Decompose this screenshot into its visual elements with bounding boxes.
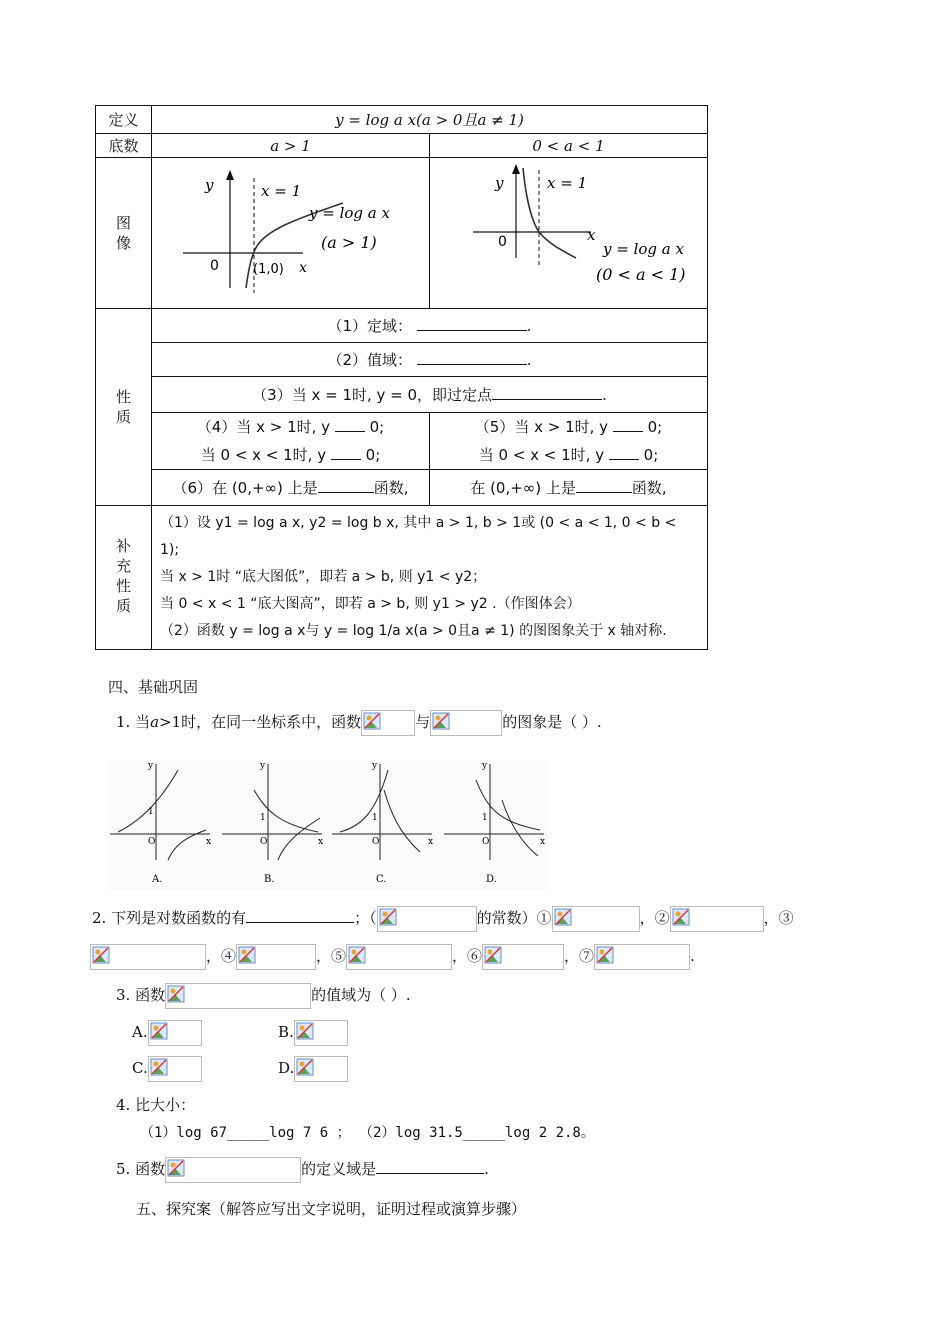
domain-blank[interactable] [417, 316, 527, 331]
fixed-point-blank[interactable] [492, 385, 602, 400]
broken-image-icon [670, 906, 764, 932]
supplement-line3: 当 0 < x < 1 “底大图高”，即若 a > b, 则 y1 > y2 .（作图体会） [160, 596, 581, 612]
q2-c6: ，⑥ [452, 947, 483, 965]
broken-image-icon [294, 1056, 348, 1082]
q3-option-c[interactable] [132, 1056, 202, 1082]
supplement-line1: （1）设 y1 = log a x, y2 = log b x, 其中 a > 1, b > 1或 (0 < a < 1, 0 < b < 1); [160, 515, 677, 558]
question-3 [116, 983, 411, 1009]
tick-y: y [482, 761, 488, 771]
q2-c3: ，③ [763, 909, 794, 927]
q2-text1: 2. 下列是对数函数的有 [92, 909, 247, 927]
prop4-blank2[interactable] [331, 445, 361, 460]
q1-a: a [150, 713, 160, 731]
q3-text1: 3. 函数 [116, 986, 166, 1004]
func-word: 函数, [631, 479, 667, 497]
zero-label: 0; [365, 446, 381, 464]
prop6-right: 在 (0,+∞) 上是 [470, 479, 576, 497]
choice-b-label: B. [264, 874, 275, 885]
base-lt1: 0 < a < 1 [430, 134, 708, 158]
q2-end: . [690, 947, 695, 965]
x-label: x [586, 226, 595, 244]
graph-a-lt-1 [431, 158, 707, 304]
broken-image-icon [552, 906, 640, 932]
section5-title: 五、探究案（解答应写出文字说明，证明过程或演算步骤） [136, 1200, 527, 1218]
range-blank[interactable] [417, 350, 527, 365]
log-properties-table: 定义 y = log a x(a > 0且a ≠ 1) 底数 a > 1 0 < a < 1 图像 y x = 1 y = log a x (a > 1) 0 (1,0) x y x = 1 0 x y = log a x (0 < a < 1) 性质 （1）定域： . （2）值域： . （3）当 x = 1时, y = 0，即过定点 . （4）当 x > 1时, y 0; 当 0 < x < 1时, y 0; （5）当 x > 1时, y 0; 当 0 < x < 1时, y 0; （6）在 (0,+∞) 上是 函数, 在 (0,+∞) 上是 函数, 补充性质 （1）设 y1 = log a x, y2 = log b x, 其中 a > 1, b > 1或 (0 < a < 1, 0 < b < 1); 当 x > 1时 “底大图低”，即若 a > b, 则 y1 < y2； 当 0 < x < 1 “底大图高”，即若 a > b, 则 y1 > y2 .（作图体会） （2）函数 y = log a x与 y = log 1/a x(a > 0且a ≠ 1) 的图图象关于 x 轴对称. [95, 105, 708, 650]
broken-image-icon [148, 1056, 202, 1082]
q3-option-b-label: B. [278, 1023, 294, 1041]
q5-answer-blank[interactable] [376, 1159, 484, 1174]
tick-o: O [372, 837, 380, 847]
tick-o: O [482, 837, 490, 847]
q2-answer-blank[interactable] [246, 908, 354, 923]
tick-x: x [318, 837, 324, 847]
tick-o: O [260, 837, 268, 847]
broken-image-icon [165, 983, 311, 1009]
q2-text3: 的常数）① [476, 909, 552, 927]
q1-choice-graphs [108, 760, 548, 890]
y-label: y [494, 174, 503, 192]
broken-image-icon [236, 944, 316, 970]
broken-image-icon [594, 944, 690, 970]
q2-c2: ，② [639, 909, 670, 927]
broken-image-icon [294, 1020, 348, 1046]
func-word: 函数, [373, 479, 409, 497]
q5-text2: 的定义域是 [301, 1160, 377, 1178]
zero-label: 0; [369, 418, 385, 436]
base-label: 底数 [96, 134, 152, 158]
broken-image-icon [430, 710, 502, 736]
zero-label: 0; [647, 418, 663, 436]
choice-c-label: C. [376, 874, 387, 885]
prop5-line2: 当 0 < x < 1时, y [478, 446, 605, 464]
tick-x: x [540, 837, 546, 847]
broken-image-icon [346, 944, 452, 970]
supplement-line4: （2）函数 y = log a x与 y = log 1/a x(a > 0且a ≠ 1) 的图图象关于 x 轴对称. [160, 623, 667, 639]
question-4-title: 4. 比大小： [116, 1096, 196, 1114]
func-label: y = log a x [308, 204, 390, 222]
section4-title: 四、基础巩固 [108, 678, 199, 696]
q2-c7: ，⑦ [564, 947, 595, 965]
choice-d-label: D. [486, 874, 497, 885]
tick-y: y [260, 761, 266, 771]
q1-text2: >1时，在同一坐标系中，函数 [159, 713, 362, 731]
graph-label: 图像 [116, 214, 132, 252]
prop4-line1: （4）当 x > 1时, y [196, 418, 331, 436]
q3-text2: 的值域为（ ）. [311, 986, 411, 1004]
origin-label: 0 [209, 258, 219, 274]
question-4-line: （1）log 67_____log 7 6 ； （2）log 31.5_____log 2 2.8。 [140, 1125, 595, 1141]
point-label: (1,0) [252, 262, 284, 277]
tick-one: 1 [148, 807, 154, 817]
tick-one: 1 [260, 813, 266, 823]
prop5-blank2[interactable] [609, 445, 639, 460]
supplement-label: 补充性质 [116, 536, 132, 615]
definition-label: 定义 [96, 106, 152, 134]
y-label: y [204, 176, 213, 194]
q3-option-c-label: C. [132, 1059, 148, 1077]
q2-c5: ，⑤ [316, 947, 347, 965]
x-label: x [298, 260, 307, 276]
base-gt1: a > 1 [152, 134, 430, 158]
y-axis-arrow [512, 164, 520, 174]
question-2 [92, 906, 794, 932]
q1-text3: 的图象是（ ）. [502, 713, 602, 731]
q3-option-a[interactable] [132, 1020, 202, 1046]
prop4-line2: 当 0 < x < 1时, y [200, 446, 327, 464]
definition-formula: y = log a x(a > 0且a ≠ 1) [152, 106, 708, 134]
tick-y: y [148, 761, 154, 771]
q5-text1: 5. 函数 [116, 1160, 166, 1178]
properties-label: 性质 [116, 388, 132, 426]
prop6-blank-left[interactable] [318, 478, 374, 493]
x-eq-1-label: x = 1 [546, 174, 587, 192]
broken-image-icon [482, 944, 564, 970]
condition-label: (0 < a < 1) [595, 265, 686, 284]
origin-label: 0 [497, 234, 507, 250]
q1-and: 与 [415, 713, 431, 731]
tick-o: O [148, 837, 156, 847]
prop-domain: （1）定域： [327, 317, 412, 335]
condition-label: (a > 1) [320, 233, 377, 252]
q2-text2: ；（ [354, 909, 377, 927]
broken-image-icon [165, 1157, 301, 1183]
zero-label: 0; [643, 446, 659, 464]
tick-x: x [206, 837, 212, 847]
broken-image-icon [377, 906, 477, 932]
prop-range: （2）值域： [327, 351, 412, 369]
question-5: 5. 函数 的定义域是 . [116, 1157, 489, 1183]
tick-one: 1 [372, 813, 378, 823]
q3-option-a-label: A. [132, 1023, 148, 1041]
q1-text1: 1. 当 [116, 713, 151, 731]
tick-x: x [428, 837, 434, 847]
func-label: y = log a x [602, 240, 684, 258]
broken-image-icon [148, 1020, 202, 1046]
prop5-blank1[interactable] [613, 417, 643, 432]
choice-a-label: A. [152, 874, 163, 885]
q3-option-d[interactable] [278, 1056, 348, 1082]
y-axis-arrow [226, 170, 234, 180]
prop5-line1: （5）当 x > 1时, y [474, 418, 609, 436]
tick-y: y [372, 761, 378, 771]
prop6-blank-right[interactable] [576, 478, 632, 493]
question-2-cont [90, 944, 695, 970]
question-1 [116, 710, 602, 736]
q3-option-b[interactable] [278, 1020, 348, 1046]
tick-one: 1 [482, 813, 488, 823]
x-eq-1-label: x = 1 [260, 182, 301, 200]
prop4-blank1[interactable] [335, 417, 365, 432]
q2-c4: ，④ [206, 947, 237, 965]
supplement-line2: 当 x > 1时 “底大图低”，即若 a > b, 则 y1 < y2； [160, 569, 487, 585]
graph-a-gt-1 [153, 158, 429, 304]
broken-image-icon [361, 710, 415, 736]
broken-image-icon [90, 944, 206, 970]
prop-fixed-point: （3）当 x = 1时, y = 0，即过定点 [252, 386, 493, 404]
prop6-left: （6）在 (0,+∞) 上是 [172, 479, 318, 497]
q3-option-d-label: D. [278, 1059, 295, 1077]
